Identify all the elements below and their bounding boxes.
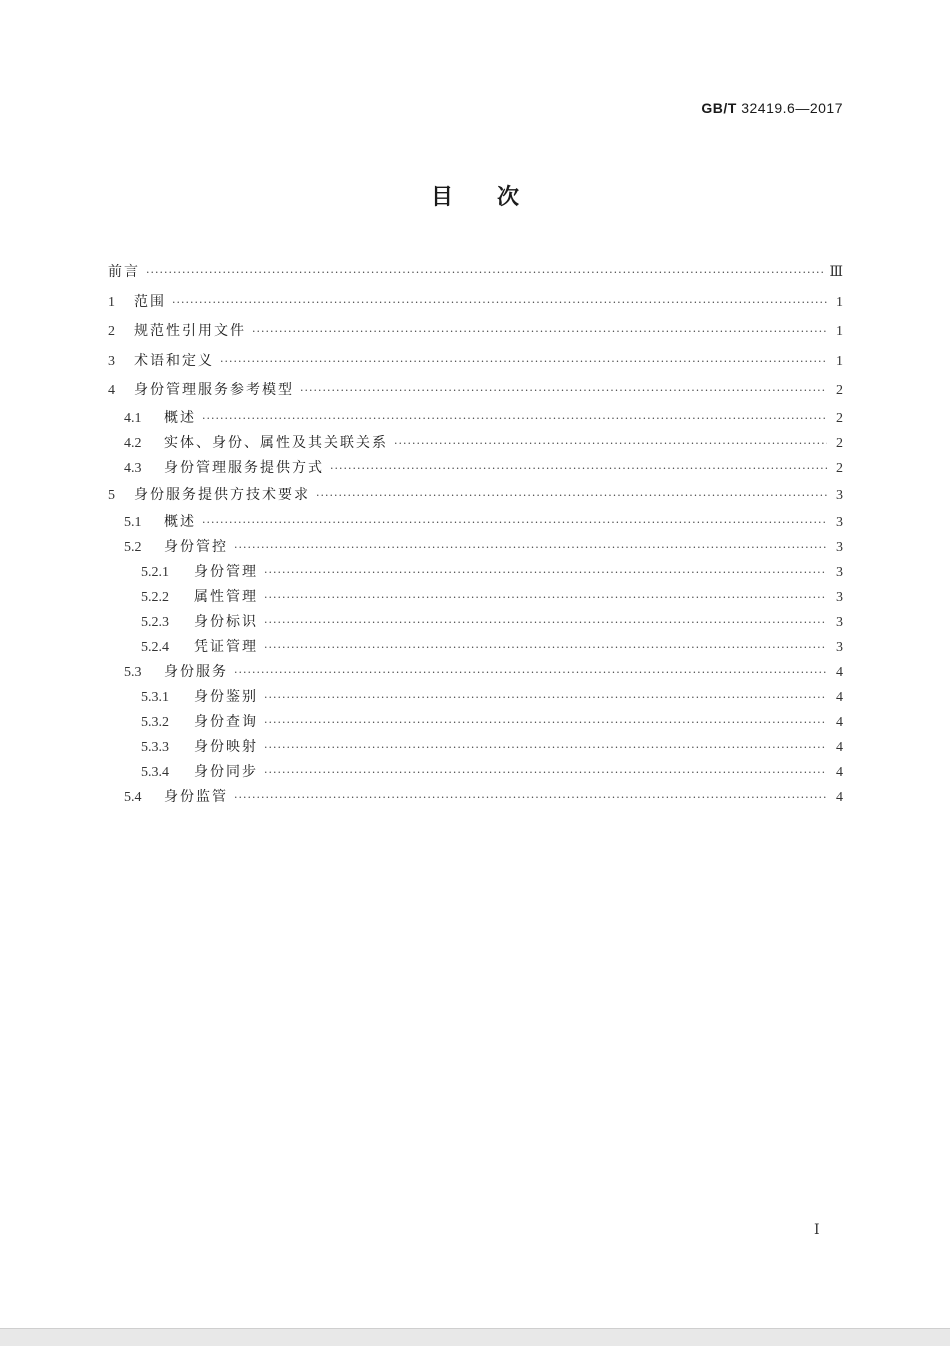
- toc-entry-label: 前言: [108, 264, 140, 280]
- toc-entry[interactable]: [108, 710, 843, 735]
- toc-entry[interactable]: [108, 431, 843, 456]
- toc-entry-label: 身份映射: [194, 739, 258, 755]
- toc-leader-dots: [264, 710, 827, 735]
- toc-entry-number: 5.2.3: [141, 615, 169, 630]
- toc-entry-page: 2: [836, 435, 843, 451]
- toc-leader-dots: [146, 258, 825, 288]
- toc-leader-dots: [264, 585, 827, 610]
- toc-entry-page: 2: [836, 460, 843, 476]
- toc-leader-dots: [264, 685, 827, 710]
- toc-entry-label: 术语和定义: [134, 352, 214, 369]
- toc-entry-label: 范围: [134, 293, 166, 310]
- toc-entry[interactable]: [108, 660, 843, 685]
- footer-page-number: Ⅰ: [814, 1223, 820, 1238]
- toc-entry-page: 3: [836, 640, 843, 655]
- toc-entry[interactable]: [108, 481, 843, 511]
- toc-leader-dots: [264, 635, 827, 660]
- toc-entry-number: 3: [108, 353, 115, 369]
- toc-entry-label: 身份服务: [164, 664, 228, 680]
- toc-entry-page: 4: [836, 790, 843, 805]
- toc-entry-number: 5.2: [124, 540, 142, 555]
- toc-entry-number: 4.1: [124, 410, 142, 426]
- toc-entry-page: Ⅲ: [829, 265, 843, 280]
- toc-leader-dots: [220, 347, 827, 377]
- toc-entry-number: 4: [108, 383, 115, 398]
- toc-entry[interactable]: [108, 760, 843, 785]
- toc-entry[interactable]: [108, 347, 843, 377]
- toc-entry-label: 概述: [164, 514, 196, 530]
- toc-entry[interactable]: [108, 288, 843, 318]
- toc-entry-number: 5.3: [124, 665, 142, 680]
- toc-entry-page: 3: [836, 590, 843, 605]
- toc-entry-number: 5: [108, 487, 115, 503]
- toc-entry-label: 概述: [164, 409, 196, 426]
- toc-leader-dots: [394, 431, 827, 456]
- toc-entry[interactable]: [108, 406, 843, 431]
- toc-entry-number: 1: [108, 294, 115, 310]
- toc-entry-page: 2: [836, 410, 843, 426]
- table-of-contents: [108, 258, 843, 810]
- toc-entry-page: 3: [836, 487, 843, 503]
- toc-entry-number: 5.3.2: [141, 715, 169, 730]
- toc-entry[interactable]: [108, 735, 843, 760]
- toc-leader-dots: [234, 660, 827, 685]
- toc-entry[interactable]: [108, 376, 843, 406]
- toc-leader-dots: [234, 535, 827, 560]
- toc-entry-page: 1: [836, 353, 843, 369]
- toc-entry[interactable]: [108, 785, 843, 810]
- toc-entry-number: 5.1: [124, 515, 142, 530]
- toc-leader-dots: [264, 760, 827, 785]
- toc-entry-label: 凭证管理: [194, 639, 258, 655]
- page-bottom-edge: [0, 1328, 950, 1346]
- toc-entry-page: 4: [836, 690, 843, 705]
- toc-entry[interactable]: [108, 510, 843, 535]
- toc-entry[interactable]: [108, 535, 843, 560]
- toc-entry-page: 4: [836, 740, 843, 755]
- toc-entry-label: 身份管控: [164, 539, 228, 555]
- toc-entry-number: 4.3: [124, 460, 142, 476]
- toc-entry[interactable]: [108, 560, 843, 585]
- toc-entry-page: 3: [836, 540, 843, 555]
- page-title: 目次: [430, 185, 563, 210]
- toc-entry-label: 规范性引用文件: [134, 323, 246, 339]
- toc-entry-label: 身份查询: [194, 714, 258, 730]
- toc-entry[interactable]: [108, 258, 843, 288]
- toc-entry-label: 身份管理服务提供方式: [164, 459, 324, 476]
- toc-entry-label: 实体、身份、属性及其关联关系: [164, 434, 388, 451]
- toc-leader-dots: [202, 406, 827, 431]
- toc-leader-dots: [202, 510, 827, 535]
- toc-entry-label: 身份标识: [194, 614, 258, 630]
- toc-entry-label: 身份管理: [194, 564, 258, 580]
- toc-entry[interactable]: [108, 685, 843, 710]
- toc-entry-number: 5.4: [124, 790, 142, 805]
- toc-leader-dots: [330, 456, 827, 481]
- toc-leader-dots: [264, 610, 827, 635]
- toc-entry-page: 4: [836, 715, 843, 730]
- standard-prefix: GB/T: [701, 100, 737, 116]
- toc-leader-dots: [234, 785, 827, 810]
- toc-entry-number: 5.3.1: [141, 690, 169, 705]
- standard-number: [701, 100, 843, 116]
- toc-entry-page: 1: [836, 294, 843, 310]
- toc-entry-page: 2: [836, 383, 843, 398]
- toc-leader-dots: [316, 481, 827, 511]
- toc-leader-dots: [252, 317, 827, 347]
- toc-entry-number: 5.2.2: [141, 590, 169, 605]
- toc-entry[interactable]: [108, 456, 843, 481]
- toc-entry-page: 3: [836, 615, 843, 630]
- standard-code: 32419.6—2017: [741, 100, 843, 116]
- toc-entry-page: 3: [836, 565, 843, 580]
- toc-leader-dots: [172, 288, 827, 318]
- toc-entry-label: 身份服务提供方技术要求: [134, 486, 310, 503]
- toc-leader-dots: [264, 735, 827, 760]
- toc-entry-number: 5.2.1: [141, 565, 169, 580]
- toc-entry-number: 5.2.4: [141, 640, 169, 655]
- toc-entry-page: 3: [836, 515, 843, 530]
- toc-entry-label: 身份同步: [194, 764, 258, 780]
- toc-entry-number: 5.3.3: [141, 740, 169, 755]
- toc-entry-number: 5.3.4: [141, 765, 169, 780]
- toc-entry-label: 身份管理服务参考模型: [134, 382, 294, 398]
- toc-entry-number: 4.2: [124, 435, 142, 451]
- toc-entry-label: 身份鉴别: [194, 689, 258, 705]
- toc-entry[interactable]: [108, 635, 843, 660]
- toc-entry-label: 身份监管: [164, 789, 228, 805]
- toc-entry-page: 1: [836, 324, 843, 339]
- toc-entry[interactable]: [108, 317, 843, 347]
- toc-leader-dots: [300, 376, 827, 406]
- toc-leader-dots: [264, 560, 827, 585]
- toc-entry-label: 属性管理: [194, 589, 258, 605]
- toc-entry-page: 4: [836, 665, 843, 680]
- toc-entry-number: 2: [108, 324, 115, 339]
- toc-entry[interactable]: [108, 585, 843, 610]
- toc-entry-page: 4: [836, 765, 843, 780]
- toc-entry[interactable]: [108, 610, 843, 635]
